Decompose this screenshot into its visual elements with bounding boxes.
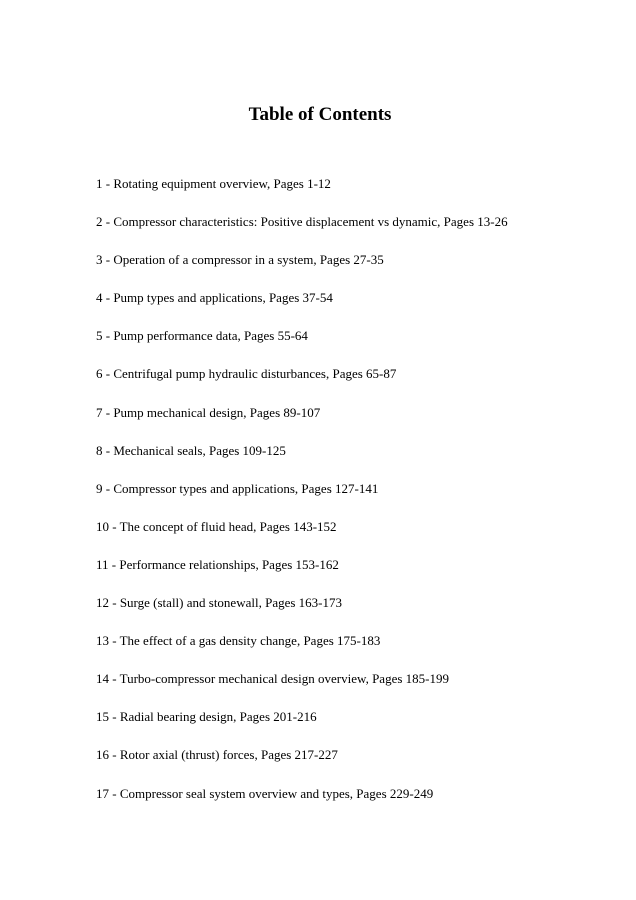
toc-entry: 9 - Compressor types and applications, Pages 127-141 bbox=[96, 480, 379, 496]
toc-entry: 8 - Mechanical seals, Pages 109-125 bbox=[96, 442, 286, 458]
page-title: Table of Contents bbox=[248, 104, 392, 125]
toc-entry: 4 - Pump types and applications, Pages 37-54 bbox=[96, 290, 333, 306]
toc-entry: 5 - Pump performance data, Pages 55-64 bbox=[96, 328, 308, 344]
table-of-contents bbox=[96, 174, 508, 822]
toc-entry: 12 - Surge (stall) and stonewall, Pages 163-173 bbox=[96, 595, 342, 611]
toc-entry: 1 - Rotating equipment overview, Pages 1-12 bbox=[96, 176, 331, 191]
toc-entry: 14 - Turbo-compressor mechanical design overview, Pages 185-199 bbox=[96, 671, 449, 687]
toc-entry: 17 - Compressor seal system overview and types, Pages 229-249 bbox=[96, 785, 434, 801]
toc-entry: 7 - Pump mechanical design, Pages 89-107 bbox=[96, 404, 321, 420]
toc-entry: 16 - Rotor axial (thrust) forces, Pages 217-227 bbox=[96, 747, 338, 763]
toc-entry: 10 - The concept of fluid head, Pages 143-152 bbox=[96, 518, 337, 534]
toc-entry: 6 - Centrifugal pump hydraulic disturbances, Pages 65-87 bbox=[96, 366, 397, 382]
toc-entry: 15 - Radial bearing design, Pages 201-216 bbox=[96, 709, 317, 725]
toc-entry: 11 - Performance relationships, Pages 153-162 bbox=[96, 556, 339, 572]
toc-entry: 2 - Compressor characteristics: Positive displacement vs dynamic, Pages 13-26 bbox=[96, 214, 508, 230]
toc-entry: 3 - Operation of a compressor in a system, Pages 27-35 bbox=[96, 252, 384, 268]
toc-entry: 13 - The effect of a gas density change, Pages 175-183 bbox=[96, 633, 381, 649]
